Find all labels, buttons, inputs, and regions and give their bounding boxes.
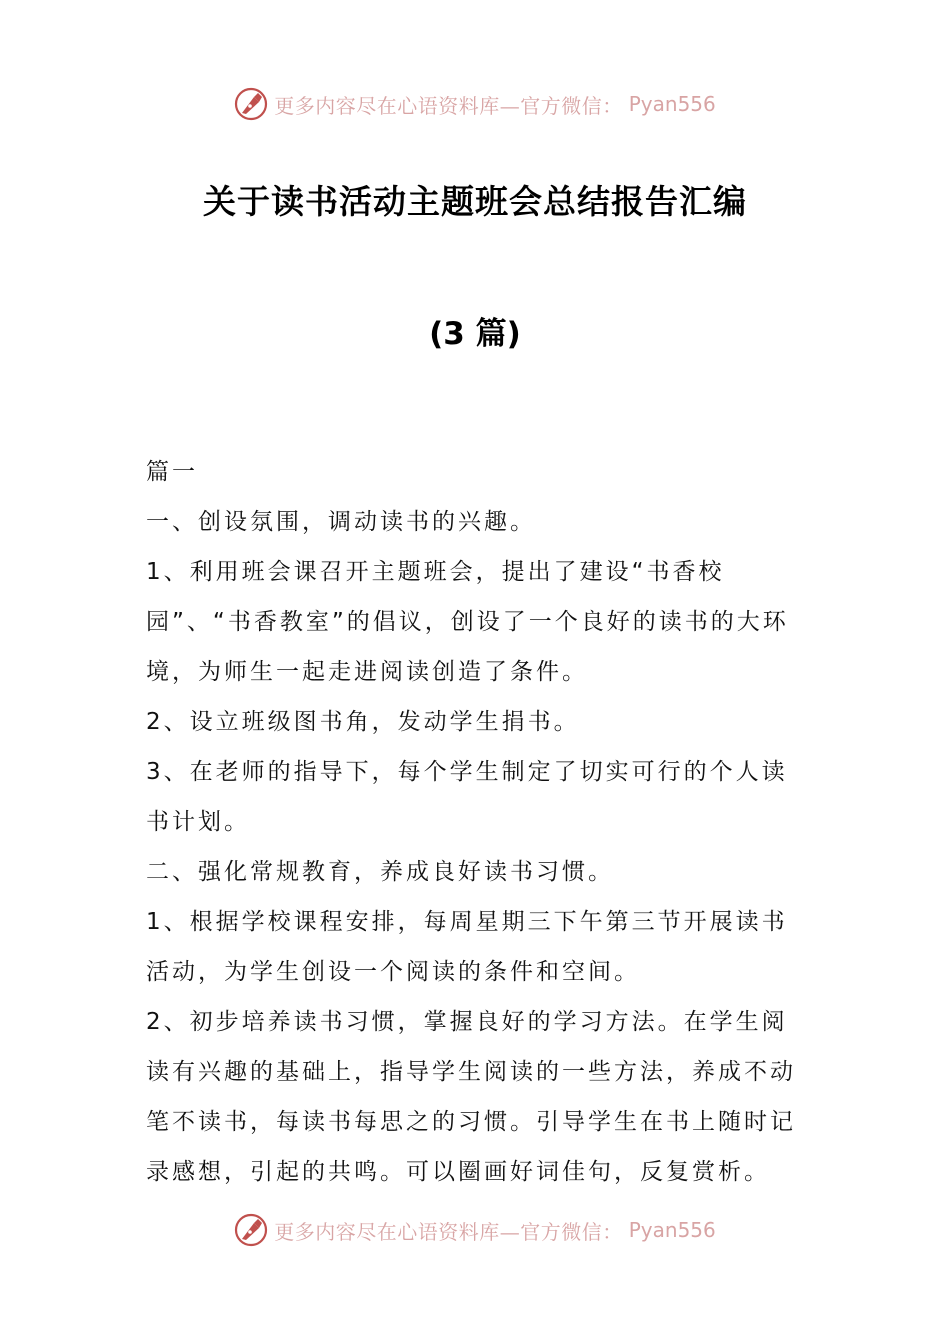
header-banner-text: 更多内容尽在心语资料库—官方微信： xyxy=(274,93,623,118)
document-subtitle: (3 篇) xyxy=(429,316,521,352)
paragraph: 2、初步培养读书习惯，掌握良好的学习方法。在学生阅读有兴趣的基础上，指导学生阅读的一些方法，养成不动笔不读书，每读书每思之的习惯。引导学生在书上随时记录感想，引起的共鸣。可以圈画好词佳句，反复赏析。 xyxy=(146,1009,796,1185)
paragraph-heading-one: 一、创设氛围，调动读书的兴趣。 xyxy=(146,509,536,535)
pen-nib-logo-icon xyxy=(234,87,268,121)
footer-banner-wechat-id: Pyan556 xyxy=(628,1218,716,1242)
footer-banner-text: 更多内容尽在心语资料库—官方微信： xyxy=(274,1219,623,1244)
paragraph: 1、利用班会课召开主题班会，提出了建设“书香校园”、“书香教室”的倡议，创设了一个良好的读书的大环境，为师生一起走进阅读创造了条件。 xyxy=(146,559,789,685)
document-body xyxy=(146,447,810,1197)
header-watermark-banner xyxy=(0,84,950,124)
footer-watermark-banner xyxy=(0,1210,950,1250)
paragraph-section-heading: 篇一 xyxy=(146,459,198,485)
document-title: 关于读书活动主题班会总结报告汇编 xyxy=(203,182,747,221)
paragraph-heading-two: 二、强化常规教育，养成良好读书习惯。 xyxy=(146,859,614,885)
paragraph: 2、设立班级图书角，发动学生捐书。 xyxy=(146,709,580,735)
header-banner-inner xyxy=(234,87,716,121)
paragraph: 3、在老师的指导下，每个学生制定了切实可行的个人读书计划。 xyxy=(146,759,788,835)
paragraph: 1、根据学校课程安排，每周星期三下午第三节开展读书活动，为学生创设一个阅读的条件和空间。 xyxy=(146,909,788,985)
pen-nib-logo-icon xyxy=(234,1213,268,1247)
footer-banner-inner xyxy=(234,1213,716,1247)
header-banner-wechat-id: Pyan556 xyxy=(628,92,716,116)
